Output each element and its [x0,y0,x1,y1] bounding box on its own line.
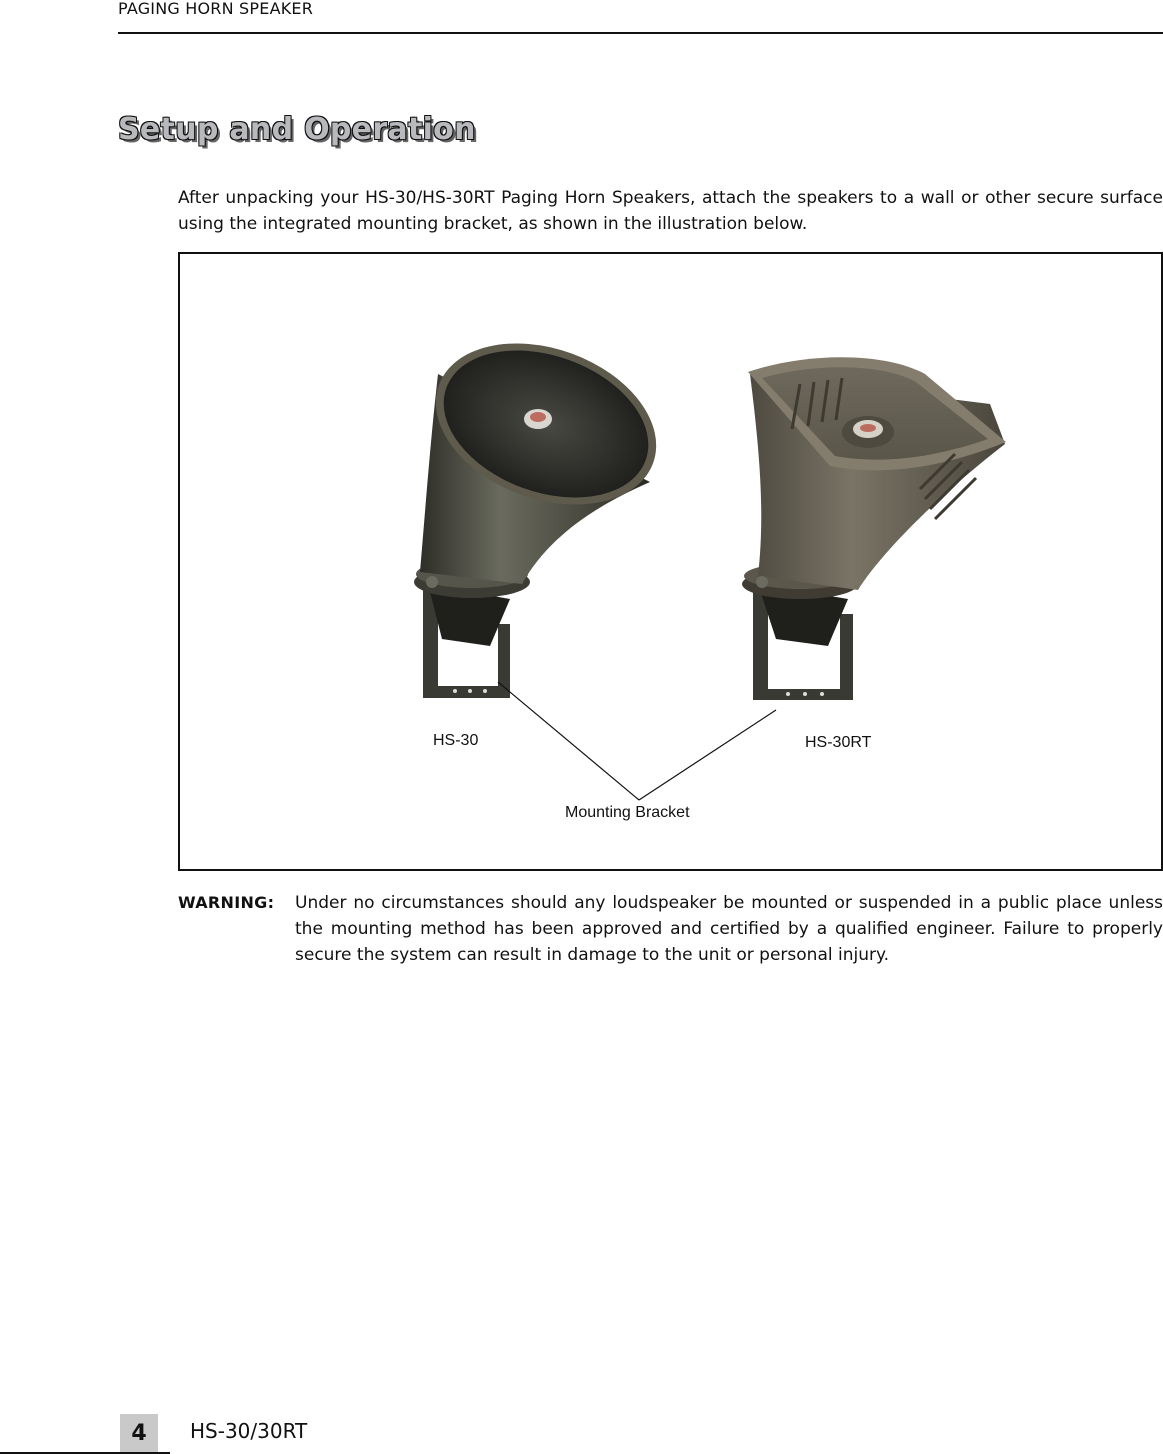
page-number: 4 [120,1414,158,1452]
label-mounting-bracket: Mounting Bracket [565,804,690,821]
running-head: PAGING HORN SPEAKER [118,0,314,18]
header-rule [118,32,1163,34]
speaker-illustration-graphic [180,254,1161,869]
hs-30rt-speaker [742,357,1006,700]
section-title: Setup and Operation [118,112,476,147]
footer-model: HS-30/30RT [190,1419,308,1443]
label-hs-30: HS-30 [433,732,479,749]
mounting-bracket-leader-lines [498,682,776,800]
warning-label: WARNING: [178,893,275,912]
label-hs-30rt: HS-30RT [805,734,872,751]
intro-paragraph: After unpacking your HS-30/HS-30RT Paging Horn Speakers, attach the speakers to a wall or other secure surface using the integrated mounting bracket, as shown in the illustration below. [178,188,1163,234]
hs-30-speaker [413,315,679,698]
warning-text: Under no circumstances should any loudspeaker be mounted or suspended in a public place unless the mounting method has been approved and certified by a qualified engineer. Failure to properly secure the system can result in damage to the unit or personal injury. [295,893,1163,965]
speaker-illustration [178,252,1163,871]
